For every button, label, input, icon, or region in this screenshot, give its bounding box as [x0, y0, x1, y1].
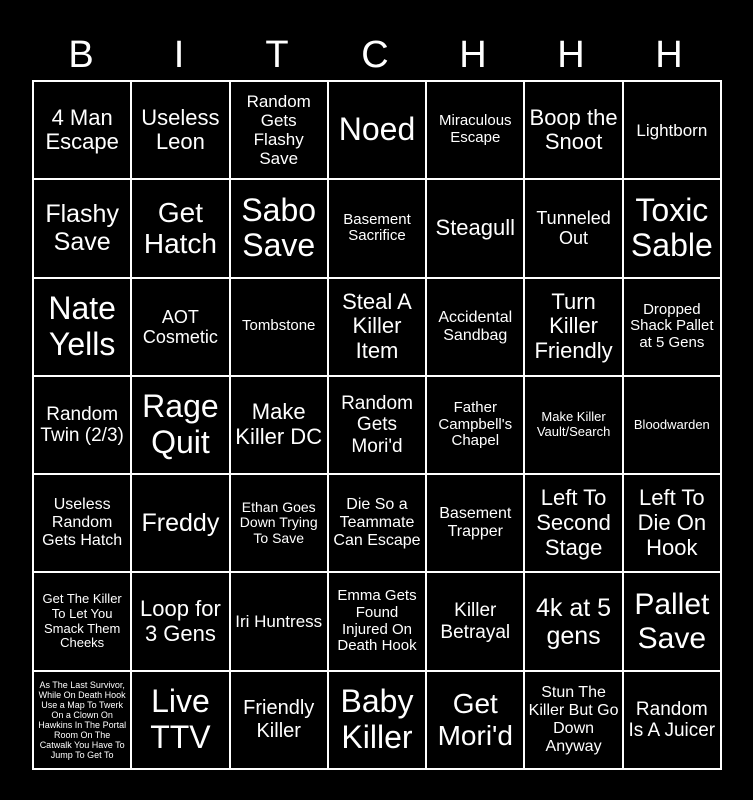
- bingo-cell[interactable]: [132, 475, 228, 571]
- bingo-cell-text: Nate Yells: [48, 289, 116, 362]
- bingo-cell[interactable]: [329, 377, 425, 473]
- bingo-cell-text: Live TTV: [150, 683, 211, 755]
- bingo-cell[interactable]: [427, 573, 523, 669]
- bingo-cell-text: Toxic Sable: [630, 191, 713, 264]
- bingo-cell[interactable]: [525, 279, 621, 375]
- bingo-cell[interactable]: [231, 672, 327, 768]
- bingo-board: [32, 80, 722, 770]
- bingo-cell[interactable]: [525, 377, 621, 473]
- bingo-cell[interactable]: [624, 573, 720, 669]
- bingo-cell[interactable]: [231, 82, 327, 178]
- bingo-cell[interactable]: [329, 180, 425, 276]
- bingo-cell[interactable]: [231, 475, 327, 571]
- bingo-cell-text: Flashy Save: [45, 200, 119, 257]
- bingo-cell[interactable]: [525, 180, 621, 276]
- bingo-cell-text: Accidental Sandbag: [438, 308, 513, 344]
- bingo-cell-text: Noed: [338, 111, 416, 148]
- bingo-cell-text: Loop for 3 Gens: [140, 595, 221, 646]
- bingo-cell[interactable]: [329, 279, 425, 375]
- bingo-cell[interactable]: [329, 475, 425, 571]
- bingo-cell-text: Killer Betrayal: [440, 600, 511, 643]
- bingo-cell[interactable]: [624, 475, 720, 571]
- bingo-cell[interactable]: [624, 279, 720, 375]
- bingo-cell[interactable]: [34, 279, 130, 375]
- bingo-cell[interactable]: [132, 672, 228, 768]
- bingo-cell[interactable]: [624, 672, 720, 768]
- bingo-cell[interactable]: [132, 82, 228, 178]
- bingo-cell-text: Left To Die On Hook: [637, 485, 707, 560]
- bingo-cell-text: Lightborn: [636, 120, 708, 140]
- bingo-cell-text: Random Gets Flashy Save: [246, 92, 311, 169]
- bingo-cell[interactable]: [329, 672, 425, 768]
- header-letter: H: [557, 34, 585, 76]
- bingo-cell-text: Make Killer Vault/Search: [536, 409, 611, 439]
- bingo-cell[interactable]: [525, 82, 621, 178]
- bingo-cell[interactable]: [34, 573, 130, 669]
- bingo-cell[interactable]: [231, 573, 327, 669]
- bingo-cell-text: As The Last Survivor, While On Death Hook Use a Map To Twerk On a Clown On Hawkins In The Portal Room On The Catwalk You Have To Jump To Get To: [38, 679, 127, 761]
- bingo-cell-text: Basement Trapper: [439, 505, 512, 541]
- bingo-cell[interactable]: [132, 573, 228, 669]
- bingo-cell-text: Stun The Killer But Go Down Anyway: [528, 684, 619, 755]
- bingo-cell[interactable]: [132, 279, 228, 375]
- bingo-cell[interactable]: [231, 279, 327, 375]
- bingo-cell[interactable]: [624, 82, 720, 178]
- header-letter: T: [265, 34, 289, 76]
- bingo-cell-text: Pallet Save: [634, 587, 710, 655]
- bingo-cell-text: Emma Gets Found Injured On Death Hook: [337, 586, 417, 655]
- bingo-cell-text: Left To Second Stage: [536, 485, 611, 560]
- bingo-cell-text: Random Twin (2/3): [40, 403, 124, 446]
- header-letter: B: [68, 34, 94, 76]
- bingo-cell-text: Ethan Goes Down Trying To Save: [239, 498, 318, 547]
- bingo-cell-text: 4 Man Escape: [45, 104, 119, 155]
- bingo-cell[interactable]: [427, 279, 523, 375]
- bingo-cell[interactable]: [34, 672, 130, 768]
- bingo-cell-text: Tombstone: [242, 317, 316, 335]
- bingo-cell-text: Miraculous Escape: [439, 112, 512, 147]
- bingo-cell[interactable]: [329, 573, 425, 669]
- bingo-cell-text: Random Is A Juicer: [628, 698, 716, 741]
- bingo-cell[interactable]: [132, 377, 228, 473]
- bingo-cell-text: Useless Random Gets Hatch: [42, 496, 123, 550]
- bingo-cell-text: Freddy: [141, 509, 220, 538]
- header-letter: I: [173, 34, 185, 76]
- bingo-cell[interactable]: [231, 377, 327, 473]
- bingo-cell-text: Friendly Killer: [243, 697, 315, 742]
- bingo-cell-text: Get The Killer To Let You Smack Them Cheeks: [42, 591, 122, 651]
- bingo-cell-text: Get Mori'd: [437, 688, 513, 751]
- bingo-cell[interactable]: [329, 82, 425, 178]
- bingo-cell-text: Tunneled Out: [536, 208, 611, 249]
- bingo-header: [32, 30, 722, 80]
- bingo-cell-text: Die So a Teammate Can Escape: [333, 496, 421, 550]
- bingo-cell[interactable]: [624, 377, 720, 473]
- bingo-cell[interactable]: [427, 180, 523, 276]
- bingo-cell[interactable]: [624, 180, 720, 276]
- bingo-cell[interactable]: [34, 82, 130, 178]
- bingo-cell-text: Rage Quit: [142, 388, 219, 460]
- bingo-cell-text: Random Gets Mori'd: [341, 393, 413, 457]
- bingo-cell-text: Iri Huntress: [235, 612, 323, 632]
- bingo-cell-text: Baby Killer: [340, 683, 414, 755]
- bingo-cell-text: Steal A Killer Item: [342, 288, 412, 364]
- bingo-cell[interactable]: [427, 475, 523, 571]
- bingo-grid: [34, 82, 720, 768]
- bingo-cell-text: Steagull: [435, 215, 516, 241]
- bingo-cell-text: Sabo Save: [241, 191, 317, 264]
- bingo-cell[interactable]: [34, 377, 130, 473]
- bingo-cell[interactable]: [427, 377, 523, 473]
- bingo-cell-text: Basement Sacrifice: [343, 210, 411, 245]
- bingo-cell-text: Turn Killer Friendly: [534, 288, 613, 364]
- header-letter: C: [361, 34, 389, 76]
- bingo-cell[interactable]: [525, 475, 621, 571]
- bingo-cell[interactable]: [231, 180, 327, 276]
- bingo-cell-text: 4k at 5 gens: [536, 593, 612, 650]
- bingo-cell-text: Bloodwarden: [633, 416, 710, 432]
- bingo-cell-text: Boop the Snoot: [529, 104, 618, 155]
- bingo-cell-text: Useless Leon: [141, 104, 220, 155]
- bingo-cell[interactable]: [427, 672, 523, 768]
- header-letter: H: [655, 34, 683, 76]
- bingo-cell[interactable]: [132, 180, 228, 276]
- bingo-cell-text: Get Hatch: [143, 197, 217, 260]
- bingo-cell[interactable]: [525, 573, 621, 669]
- bingo-cell-text: Make Killer DC: [235, 399, 323, 449]
- bingo-cell[interactable]: [427, 82, 523, 178]
- bingo-cell[interactable]: [34, 475, 130, 571]
- bingo-cell[interactable]: [34, 180, 130, 276]
- bingo-cell-text: Father Campbell's Chapel: [438, 398, 513, 450]
- bingo-cell-text: AOT Cosmetic: [142, 306, 218, 347]
- bingo-cell-text: Dropped Shack Pallet at 5 Gens: [630, 300, 714, 352]
- header-letter: H: [459, 34, 487, 76]
- bingo-cell[interactable]: [525, 672, 621, 768]
